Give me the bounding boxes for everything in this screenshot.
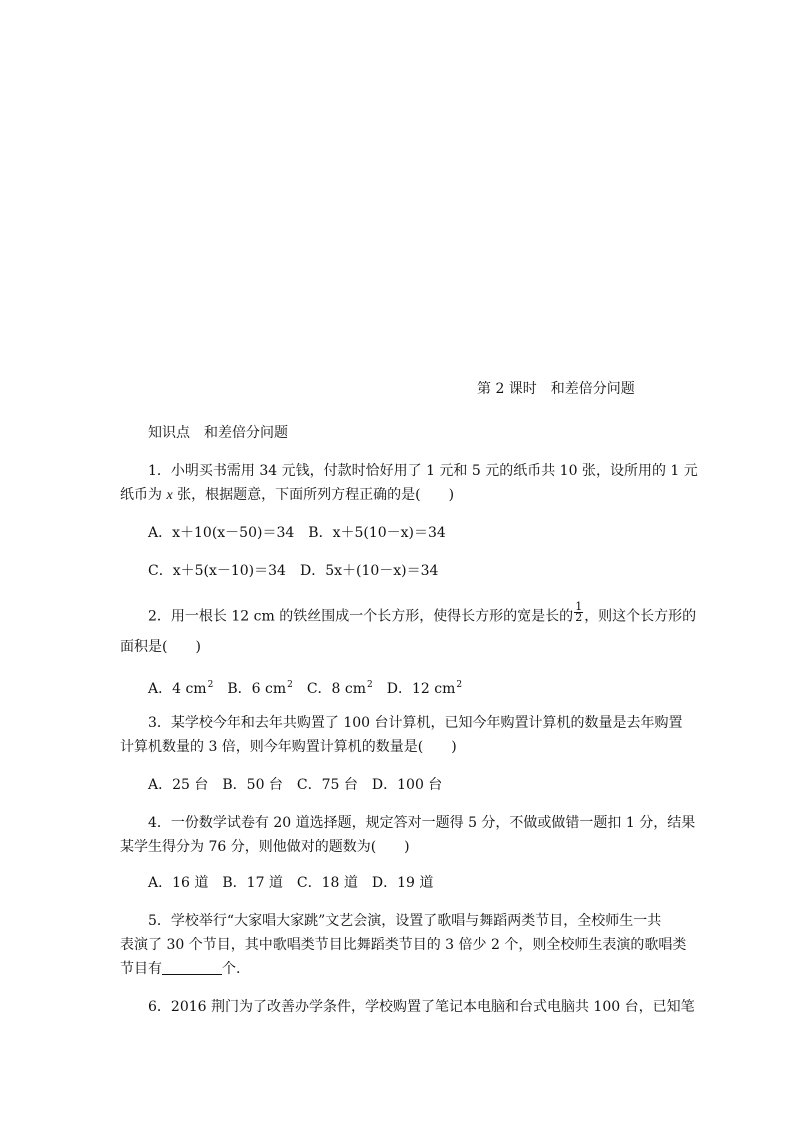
q6-line-1: 6．2016 荆门为了改善办学条件，学校购置了笔记本电脑和台式电脑共 100 台，已知笔 [148,999,695,1015]
q1-option-c: C．x＋5(x－10)＝34 [148,563,286,579]
q4-options: A．16 道 B．17 道 C．18 道 D．19 道 [148,875,434,891]
q1-option-a: A．x＋10(x－50)＝34 [148,525,295,541]
q1-line-2-text-b: 张，根据题意，下面所列方程正确的是( ) [172,487,455,503]
q5-answer-blank[interactable] [162,960,222,975]
q2-line-1-text-b: ，则这个长方形的 [584,608,697,625]
q1-line-2 [120,486,454,505]
q3-options: A．25 台 B．50 台 C．75 台 D．100 台 [148,777,443,793]
q2-line-1 [148,600,697,627]
q2-line-1-text: 2．用一根长 12 cm 的铁丝围成一个长方形，使得长方形的宽是长的 [148,608,574,625]
q2-fraction [574,602,583,623]
q2-line-2: 面积是( ) [120,639,201,655]
q2-option-d: D．12 $cm^2$ [386,680,463,697]
q5-line-2: 表演了 30 个节目，其中歌唱类节目比舞蹈类节目的 3 倍少 2 个，则全校师生表演的歌唱类 [120,937,687,953]
section-title: 知识点 和差倍分问题 [148,425,288,441]
q4-line-2: 某学生得分为 76 分，则他做对的题数为( ) [120,839,410,855]
q1-option-b: B．x＋5(10－x)＝34 [308,525,446,541]
q4-line-1: 4．一份数学试卷有 20 道选择题，规定答对一题得 5 分，不做或做错一题扣 1 分，结果 [148,815,696,831]
q5-line-3-text: 节目有 [120,961,162,977]
q3-line-1: 3．某学校今年和去年共购置了 100 台计算机，已知今年购置计算机的数量是去年购置 [148,715,683,731]
lesson-title: 第 2 课时 和差倍分问题 [477,381,635,397]
q2-fraction-numerator: 1 [575,600,583,613]
q1-line-1: 1．小明买书需用 34 元钱，付款时恰好用了 1 元和 5 元的纸币共 10 张，设所用的 1 元 [148,463,698,479]
q1-line-2-text: 纸币为 [120,487,167,503]
q2-fraction-denominator: 2 [575,611,583,624]
q2-option-b: B．6 $cm^2$ [227,680,293,697]
q5-line-3-text-b: 个. [222,961,241,977]
q1-variable: x [166,488,173,503]
q3-line-2: 计算机数量的 3 倍，则今年购置计算机的数量是( ) [120,739,457,755]
q1-options-ab [148,524,446,542]
q2-option-a: A．4 $cm^2$ [148,680,214,697]
q1-options-cd [148,562,438,580]
q1-option-d: D．5x＋(10－x)＝34 [299,563,439,579]
q2-options [148,676,462,698]
q5-line-1: 5．学校举行“大家唱大家跳”文艺会演，设置了歌唱与舞蹈两类节目，全校师生一共 [148,913,662,929]
q5-line-3 [120,960,240,978]
q2-option-c: C．8 $cm^2$ [306,680,373,697]
